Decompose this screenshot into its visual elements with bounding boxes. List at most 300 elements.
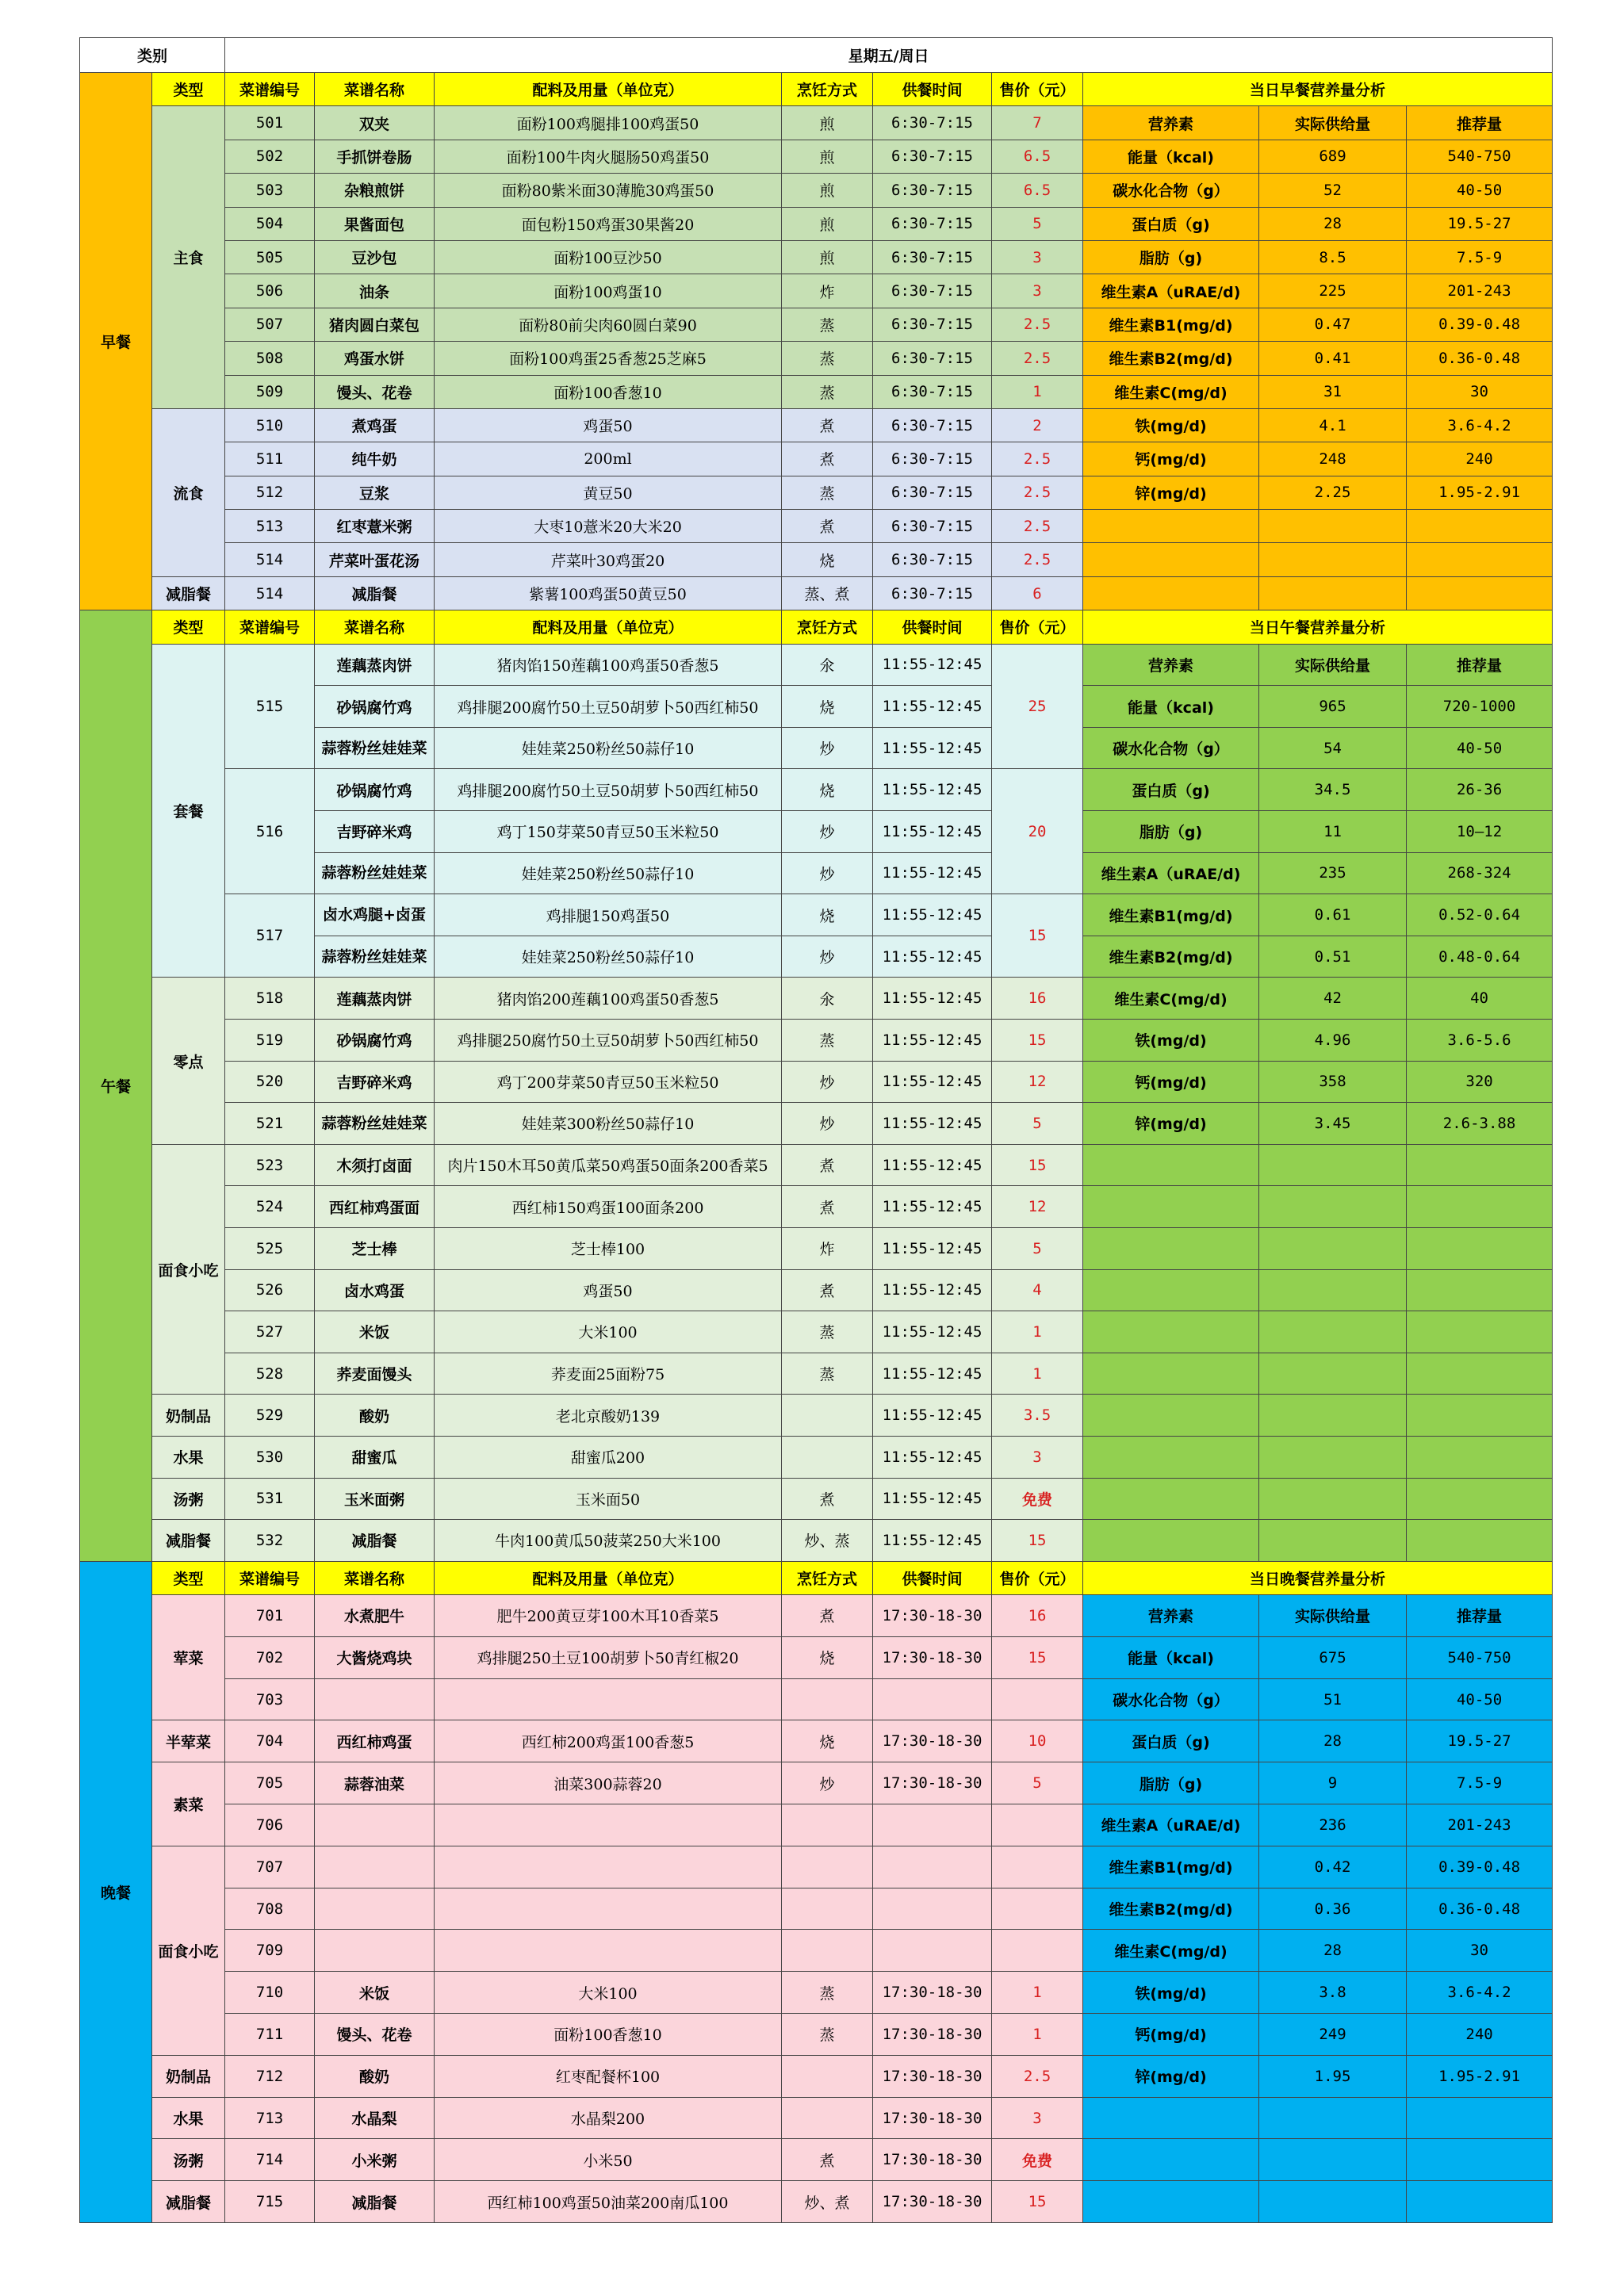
- nutrition-empty-cell: [1083, 1269, 1259, 1311]
- nutrition-empty-cell: [1259, 510, 1407, 543]
- nutrient-name: 锌(mg/d): [1083, 476, 1259, 509]
- item-price: 15: [992, 2181, 1083, 2223]
- nutrient-actual: 51: [1259, 1678, 1407, 1720]
- item-ingredients: [435, 1804, 782, 1846]
- actual-header: 实际供给量: [1259, 644, 1407, 686]
- item-method: 煎: [782, 174, 873, 207]
- dinner-label: 晚餐: [80, 1561, 152, 2222]
- item-name: 猪肉圆白菜包: [315, 308, 435, 341]
- item-name: 减脂餐: [315, 2181, 435, 2223]
- time-column-header: 供餐时间: [873, 610, 992, 644]
- item-name: [315, 1846, 435, 1888]
- nutrient-actual: 249: [1259, 2014, 1407, 2056]
- nutrition-empty-cell: [1407, 2139, 1553, 2181]
- type-column-header: 类型: [152, 1561, 225, 1594]
- item-price: 1: [992, 1311, 1083, 1353]
- nutrient-recommended: 540-750: [1407, 140, 1553, 173]
- nutrient-actual: 248: [1259, 442, 1407, 476]
- nutrient-actual: 34.5: [1259, 769, 1407, 811]
- nutrient-actual: 689: [1259, 140, 1407, 173]
- item-name: 蒜蓉粉丝娃娃菜: [315, 1103, 435, 1145]
- item-time: 17:30-18-30: [873, 2139, 992, 2181]
- item-price: 1: [992, 1972, 1083, 2014]
- item-name: 砂锅腐竹鸡: [315, 686, 435, 728]
- item-id: 524: [225, 1186, 315, 1228]
- nutrient-name: 维生素B1(mg/d): [1083, 894, 1259, 936]
- item-ingredients: 娃娃菜250粉丝50蒜仔10: [435, 727, 782, 769]
- item-ingredients: [435, 1888, 782, 1930]
- group-type: 奶制品: [152, 2055, 225, 2097]
- recommended-header: 推荐量: [1407, 106, 1553, 140]
- item-method: 炒: [782, 811, 873, 853]
- item-name: 大酱烧鸡块: [315, 1636, 435, 1678]
- nutrition-empty-cell: [1259, 2139, 1407, 2181]
- item-price: 6.5: [992, 140, 1083, 173]
- item-method: 炒: [782, 1061, 873, 1103]
- item-ingredients: 肉片150木耳50黄瓜菜50鸡蛋50面条200香菜5: [435, 1144, 782, 1186]
- nutrient-recommended: 40-50: [1407, 727, 1553, 769]
- group-type: 奶制品: [152, 1395, 225, 1437]
- nutrition-empty-cell: [1407, 543, 1553, 576]
- item-method: 烧: [782, 686, 873, 728]
- item-name: 水晶梨: [315, 2097, 435, 2139]
- item-time: 11:55-12:45: [873, 978, 992, 1020]
- set-meal-price: 15: [992, 894, 1083, 978]
- item-method: 烧: [782, 769, 873, 811]
- item-name: 砂锅腐竹鸡: [315, 769, 435, 811]
- item-time: 6:30-7:15: [873, 476, 992, 509]
- group-type: 面食小吃: [152, 1846, 225, 2055]
- item-ingredients: 大枣10薏米20大米20: [435, 510, 782, 543]
- item-name: 馒头、花卷: [315, 2014, 435, 2056]
- item-time: 11:55-12:45: [873, 1144, 992, 1186]
- nutrient-actual: 0.47: [1259, 308, 1407, 341]
- ingredients-column-header: 配料及用量（单位克）: [435, 1561, 782, 1594]
- nutrient-name: 维生素B2(mg/d): [1083, 342, 1259, 375]
- nutrient-recommended: 7.5-9: [1407, 240, 1553, 274]
- item-method: 炒: [782, 852, 873, 894]
- item-name: 双夹: [315, 106, 435, 140]
- item-time: 6:30-7:15: [873, 308, 992, 341]
- nutrient-actual: 225: [1259, 274, 1407, 308]
- item-method: 蒸、煮: [782, 576, 873, 610]
- item-time: 11:55-12:45: [873, 1269, 992, 1311]
- item-method: 炒、蒸: [782, 1520, 873, 1562]
- item-price: 5: [992, 207, 1083, 240]
- nutrition-empty-cell: [1259, 1227, 1407, 1269]
- nutrient-actual: 8.5: [1259, 240, 1407, 274]
- name-column-header: 菜谱名称: [315, 610, 435, 644]
- item-method: [782, 1930, 873, 1972]
- item-ingredients: 鸡蛋50: [435, 1269, 782, 1311]
- item-price: [992, 1930, 1083, 1972]
- item-price: 5: [992, 1103, 1083, 1145]
- nutrient-recommended: 7.5-9: [1407, 1762, 1553, 1804]
- item-time: 17:30-18-30: [873, 1636, 992, 1678]
- item-id: 501: [225, 106, 315, 140]
- nutrient-name: 碳水化合物（g）: [1083, 727, 1259, 769]
- item-method: 煮: [782, 442, 873, 476]
- nutrient-actual: 235: [1259, 852, 1407, 894]
- item-ingredients: 面粉100香葱10: [435, 375, 782, 408]
- nutrient-name: 蛋白质（g): [1083, 207, 1259, 240]
- item-time: 11:55-12:45: [873, 811, 992, 853]
- item-price: 4: [992, 1269, 1083, 1311]
- nutrition-empty-cell: [1083, 2181, 1259, 2223]
- id-column-header: 菜谱编号: [225, 1561, 315, 1594]
- item-name: 米饭: [315, 1972, 435, 2014]
- item-method: 炸: [782, 274, 873, 308]
- nutrition-empty-cell: [1259, 1311, 1407, 1353]
- item-method: 炒: [782, 1103, 873, 1145]
- nutrient-actual: 236: [1259, 1804, 1407, 1846]
- item-ingredients: 水晶梨200: [435, 2097, 782, 2139]
- item-price: 12: [992, 1186, 1083, 1228]
- item-name: [315, 1888, 435, 1930]
- item-price: 2.5: [992, 510, 1083, 543]
- item-name: 吉野碎米鸡: [315, 1061, 435, 1103]
- group-type: 减脂餐: [152, 1520, 225, 1562]
- item-method: 煮: [782, 408, 873, 442]
- item-method: 煎: [782, 240, 873, 274]
- item-id: 514: [225, 543, 315, 576]
- item-id: 513: [225, 510, 315, 543]
- nutrient-recommended: 3.6-5.6: [1407, 1019, 1553, 1061]
- item-ingredients: 200ml: [435, 442, 782, 476]
- price-column-header: 售价（元）: [992, 1561, 1083, 1594]
- item-ingredients: 猪肉馅200莲藕100鸡蛋50香葱5: [435, 978, 782, 1020]
- item-name: 油条: [315, 274, 435, 308]
- nutrient-recommended: 1.95-2.91: [1407, 476, 1553, 509]
- item-ingredients: 荞麦面25面粉75: [435, 1353, 782, 1395]
- nutrient-name: 锌(mg/d): [1083, 1103, 1259, 1145]
- nutrition-empty-cell: [1407, 1186, 1553, 1228]
- nutrient-name: 维生素A（uRAE/d): [1083, 1804, 1259, 1846]
- nutrient-name: 维生素B2(mg/d): [1083, 936, 1259, 978]
- item-price: 12: [992, 1061, 1083, 1103]
- nutrition-empty-cell: [1259, 1436, 1407, 1478]
- item-method: 蒸: [782, 375, 873, 408]
- item-name: 芝士棒: [315, 1227, 435, 1269]
- item-method: [782, 1804, 873, 1846]
- item-id: 526: [225, 1269, 315, 1311]
- nutrient-recommended: 40-50: [1407, 174, 1553, 207]
- nutrient-recommended: 40: [1407, 978, 1553, 1020]
- item-id: 523: [225, 1144, 315, 1186]
- item-price: 3: [992, 1436, 1083, 1478]
- item-time: 17:30-18-30: [873, 1720, 992, 1762]
- nutrient-actual: 28: [1259, 207, 1407, 240]
- item-time: 11:55-12:45: [873, 1019, 992, 1061]
- item-method: 煮: [782, 1478, 873, 1520]
- item-price: 3: [992, 2097, 1083, 2139]
- nutrition-empty-cell: [1407, 1227, 1553, 1269]
- item-id: 512: [225, 476, 315, 509]
- item-name: 减脂餐: [315, 1520, 435, 1562]
- group-type: 汤粥: [152, 2139, 225, 2181]
- group-type: 减脂餐: [152, 576, 225, 610]
- breakfast-label: 早餐: [80, 73, 152, 610]
- nutrition-empty-cell: [1259, 1395, 1407, 1437]
- group-type: 素菜: [152, 1762, 225, 1846]
- item-name: 蒜蓉粉丝娃娃菜: [315, 852, 435, 894]
- item-id: 704: [225, 1720, 315, 1762]
- item-ingredients: 肥牛200黄豆芽100木耳10香菜5: [435, 1595, 782, 1637]
- item-time: 6:30-7:15: [873, 442, 992, 476]
- item-time: 11:55-12:45: [873, 1478, 992, 1520]
- recommended-header: 推荐量: [1407, 644, 1553, 686]
- group-type: 水果: [152, 1436, 225, 1478]
- group-type: 零点: [152, 978, 225, 1144]
- item-ingredients: 鸡排腿200腐竹50土豆50胡萝卜50西红柿50: [435, 686, 782, 728]
- item-ingredients: 玉米面50: [435, 1478, 782, 1520]
- nutrient-name: 能量（kcal): [1083, 1636, 1259, 1678]
- item-id: 715: [225, 2181, 315, 2223]
- nutrient-actual: 28: [1259, 1930, 1407, 1972]
- item-ingredients: 鸡排腿200腐竹50土豆50胡萝卜50西红柿50: [435, 769, 782, 811]
- item-name: 蒜蓉粉丝娃娃菜: [315, 936, 435, 978]
- nutrient-actual: 2.25: [1259, 476, 1407, 509]
- item-name: 水煮肥牛: [315, 1595, 435, 1637]
- item-price: 5: [992, 1762, 1083, 1804]
- item-method: 烧: [782, 1636, 873, 1678]
- item-price: 3.5: [992, 1395, 1083, 1437]
- item-id: 708: [225, 1888, 315, 1930]
- nutrition-empty-cell: [1083, 1353, 1259, 1395]
- item-price: 2.5: [992, 2055, 1083, 2097]
- item-name: 荞麦面馒头: [315, 1353, 435, 1395]
- item-ingredients: 油菜300蒜蓉20: [435, 1762, 782, 1804]
- nutrient-recommended: 320: [1407, 1061, 1553, 1103]
- group-type: 减脂餐: [152, 2181, 225, 2223]
- nutrition-empty-cell: [1407, 1311, 1553, 1353]
- group-type: 套餐: [152, 644, 225, 978]
- nutrient-actual: 42: [1259, 978, 1407, 1020]
- item-id: 714: [225, 2139, 315, 2181]
- item-time: 6:30-7:15: [873, 207, 992, 240]
- item-ingredients: 面粉100豆沙50: [435, 240, 782, 274]
- nutrient-name: 维生素B1(mg/d): [1083, 1846, 1259, 1888]
- item-name: 莲藕蒸肉饼: [315, 644, 435, 686]
- item-name: 砂锅腐竹鸡: [315, 1019, 435, 1061]
- item-time: 11:55-12:45: [873, 936, 992, 978]
- weekly-menu-table: [79, 37, 1553, 2223]
- nutrition-empty-cell: [1407, 1520, 1553, 1562]
- price-column-header: 售价（元）: [992, 73, 1083, 106]
- nutrient-name: 铁(mg/d): [1083, 1972, 1259, 2014]
- item-method: 烧: [782, 1720, 873, 1762]
- item-name: 莲藕蒸肉饼: [315, 978, 435, 1020]
- item-ingredients: 牛肉100黄瓜50菠菜250大米100: [435, 1520, 782, 1562]
- nutrient-recommended: 30: [1407, 1930, 1553, 1972]
- item-price: 15: [992, 1520, 1083, 1562]
- item-ingredients: 紫薯100鸡蛋50黄豆50: [435, 576, 782, 610]
- item-method: [782, 1846, 873, 1888]
- item-ingredients: 娃娃菜250粉丝50蒜仔10: [435, 852, 782, 894]
- item-id: 528: [225, 1353, 315, 1395]
- group-type: 汤粥: [152, 1478, 225, 1520]
- item-ingredients: 猪肉馅150莲藕100鸡蛋50香葱5: [435, 644, 782, 686]
- method-column-header: 烹饪方式: [782, 73, 873, 106]
- item-time: 11:55-12:45: [873, 1353, 992, 1395]
- item-time: 11:55-12:45: [873, 644, 992, 686]
- item-method: 煎: [782, 140, 873, 173]
- dinner-analysis-title: 当日晚餐营养量分析: [1083, 1561, 1553, 1594]
- nutrient-name: 铁(mg/d): [1083, 1019, 1259, 1061]
- nutrition-empty-cell: [1259, 2097, 1407, 2139]
- item-time: 6:30-7:15: [873, 106, 992, 140]
- item-method: 煮: [782, 1144, 873, 1186]
- item-id: 521: [225, 1103, 315, 1145]
- nutrient-recommended: 0.36-0.48: [1407, 342, 1553, 375]
- item-ingredients: 红枣配餐杯100: [435, 2055, 782, 2097]
- nutrient-actual: 675: [1259, 1636, 1407, 1678]
- item-name: 杂粮煎饼: [315, 174, 435, 207]
- item-ingredients: 娃娃菜250粉丝50蒜仔10: [435, 936, 782, 978]
- item-name: 果酱面包: [315, 207, 435, 240]
- item-ingredients: 面粉100鸡蛋10: [435, 274, 782, 308]
- item-ingredients: 黄豆50: [435, 476, 782, 509]
- item-ingredients: 面粉100鸡腿排100鸡蛋50: [435, 106, 782, 140]
- item-name: 小米粥: [315, 2139, 435, 2181]
- nutrient-name: 能量（kcal): [1083, 686, 1259, 728]
- group-type: 主食: [152, 106, 225, 409]
- item-name: 玉米面粥: [315, 1478, 435, 1520]
- item-id: 703: [225, 1678, 315, 1720]
- item-time: 17:30-18-30: [873, 1762, 992, 1804]
- nutrient-recommended: 240: [1407, 442, 1553, 476]
- item-time: 11:55-12:45: [873, 1436, 992, 1478]
- nutrition-empty-cell: [1083, 576, 1259, 610]
- item-time: 6:30-7:15: [873, 375, 992, 408]
- group-type: 流食: [152, 408, 225, 576]
- nutrient-recommended: 26-36: [1407, 769, 1553, 811]
- item-time: 11:55-12:45: [873, 1227, 992, 1269]
- item-method: [782, 1888, 873, 1930]
- nutrient-name: 蛋白质（g): [1083, 1720, 1259, 1762]
- item-time: 6:30-7:15: [873, 274, 992, 308]
- nutrient-name: 钙(mg/d): [1083, 442, 1259, 476]
- item-name: 减脂餐: [315, 576, 435, 610]
- item-time: 11:55-12:45: [873, 1395, 992, 1437]
- item-method: [782, 1436, 873, 1478]
- item-name: 酸奶: [315, 2055, 435, 2097]
- item-time: 6:30-7:15: [873, 543, 992, 576]
- item-time: 17:30-18-30: [873, 2181, 992, 2223]
- item-ingredients: 大米100: [435, 1311, 782, 1353]
- item-method: [782, 1395, 873, 1437]
- item-id: 514: [225, 576, 315, 610]
- item-ingredients: 面粉100牛肉火腿肠50鸡蛋50: [435, 140, 782, 173]
- item-method: 煎: [782, 106, 873, 140]
- item-name: 蒜蓉油菜: [315, 1762, 435, 1804]
- item-time: 11:55-12:45: [873, 769, 992, 811]
- nutrient-name: 维生素A（uRAE/d): [1083, 852, 1259, 894]
- item-price: [992, 1846, 1083, 1888]
- item-method: 炸: [782, 1227, 873, 1269]
- set-meal-id: 515: [225, 644, 315, 769]
- item-id: 510: [225, 408, 315, 442]
- item-time: 11:55-12:45: [873, 894, 992, 936]
- nutrition-empty-cell: [1083, 1520, 1259, 1562]
- item-time: [873, 1804, 992, 1846]
- item-time: 11:55-12:45: [873, 686, 992, 728]
- item-name: 豆浆: [315, 476, 435, 509]
- item-method: 蒸: [782, 1019, 873, 1061]
- item-ingredients: 面包粉150鸡蛋30果酱20: [435, 207, 782, 240]
- item-price: 7: [992, 106, 1083, 140]
- item-method: [782, 2055, 873, 2097]
- item-price: 1: [992, 2014, 1083, 2056]
- item-method: 炒: [782, 727, 873, 769]
- nutrient-name: 维生素A（uRAE/d): [1083, 274, 1259, 308]
- nutrition-empty-cell: [1259, 1269, 1407, 1311]
- item-method: 煮: [782, 1186, 873, 1228]
- nutrient-recommended: 2.6-3.88: [1407, 1103, 1553, 1145]
- nutrition-empty-cell: [1407, 1144, 1553, 1186]
- item-method: 煮: [782, 510, 873, 543]
- item-price: 1: [992, 375, 1083, 408]
- set-meal-id: 516: [225, 769, 315, 894]
- item-ingredients: 娃娃菜300粉丝50蒜仔10: [435, 1103, 782, 1145]
- item-name: 纯牛奶: [315, 442, 435, 476]
- nutrient-name: 碳水化合物（g）: [1083, 1678, 1259, 1720]
- nutrient-name: 碳水化合物（g）: [1083, 174, 1259, 207]
- nutrient-actual: 9: [1259, 1762, 1407, 1804]
- item-time: 17:30-18-30: [873, 2014, 992, 2056]
- item-ingredients: 甜蜜瓜200: [435, 1436, 782, 1478]
- nutrient-actual: 3.45: [1259, 1103, 1407, 1145]
- item-time: [873, 1678, 992, 1720]
- item-ingredients: 芝士棒100: [435, 1227, 782, 1269]
- item-id: 520: [225, 1061, 315, 1103]
- item-method: 炒: [782, 936, 873, 978]
- nutrient-actual: 54: [1259, 727, 1407, 769]
- item-time: 6:30-7:15: [873, 140, 992, 173]
- item-method: 蒸: [782, 308, 873, 341]
- nutrient-actual: 0.41: [1259, 342, 1407, 375]
- item-price: [992, 1804, 1083, 1846]
- nutrition-empty-cell: [1259, 1144, 1407, 1186]
- item-id: 527: [225, 1311, 315, 1353]
- item-time: [873, 1846, 992, 1888]
- nutrient-actual: 28: [1259, 1720, 1407, 1762]
- item-time: 6:30-7:15: [873, 510, 992, 543]
- name-column-header: 菜谱名称: [315, 1561, 435, 1594]
- nutrient-name: 铁(mg/d): [1083, 408, 1259, 442]
- nutrient-recommended: 19.5-27: [1407, 1720, 1553, 1762]
- nutrient-name: 脂肪（g): [1083, 240, 1259, 274]
- item-price: 免费: [992, 1478, 1083, 1520]
- item-ingredients: 鸡丁200芽菜50青豆50玉米粒50: [435, 1061, 782, 1103]
- nutrition-empty-cell: [1083, 1186, 1259, 1228]
- item-id: 706: [225, 1804, 315, 1846]
- item-method: 氽: [782, 644, 873, 686]
- item-ingredients: 鸡排腿250腐竹50土豆50胡萝卜50西红柿50: [435, 1019, 782, 1061]
- item-name: 芹菜叶蛋花汤: [315, 543, 435, 576]
- nutrition-empty-cell: [1259, 1353, 1407, 1395]
- item-id: 502: [225, 140, 315, 173]
- item-price: 15: [992, 1144, 1083, 1186]
- nutrient-recommended: 0.39-0.48: [1407, 308, 1553, 341]
- item-time: [873, 1930, 992, 1972]
- nutrient-recommended: 3.6-4.2: [1407, 408, 1553, 442]
- set-meal-price: 25: [992, 644, 1083, 769]
- item-ingredients: 西红柿100鸡蛋50油菜200南瓜100: [435, 2181, 782, 2223]
- item-name: [315, 1930, 435, 1972]
- nutrient-actual: 3.8: [1259, 1972, 1407, 2014]
- nutrient-actual: 4.1: [1259, 408, 1407, 442]
